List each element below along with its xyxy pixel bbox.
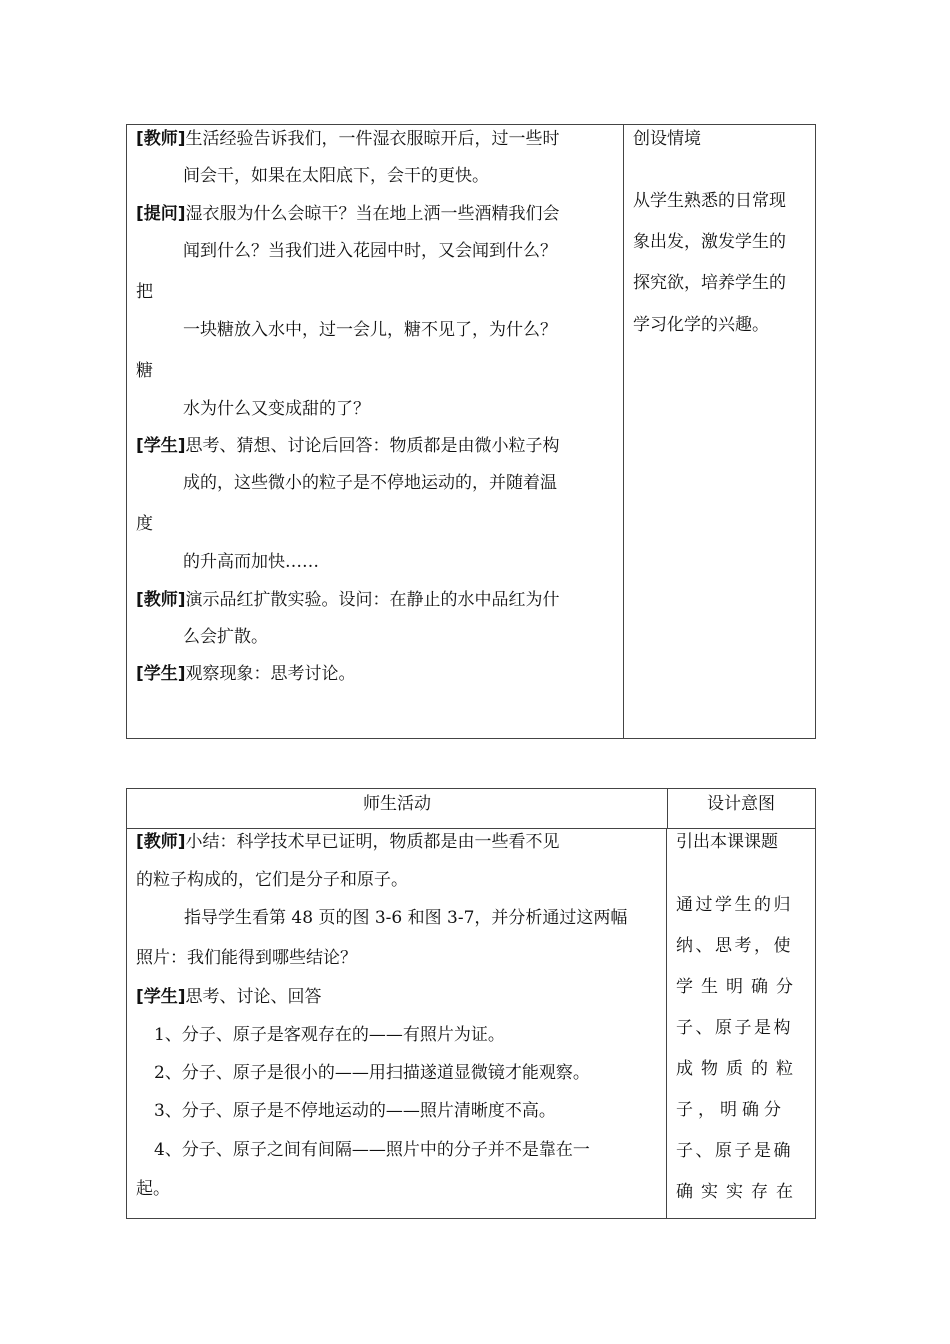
line-text: 小结：科学技术早已证明，物质都是由一些看不见	[185, 832, 560, 852]
activity-line	[136, 1177, 170, 1201]
activity-line	[136, 280, 153, 304]
activity-line	[136, 946, 357, 970]
teacher-student-activity-cell	[127, 125, 624, 738]
line-text: 4、分子、原子之间有间隔——照片中的分子并不是靠在一	[154, 1140, 590, 1160]
line-text: 湿衣服为什么会晾干？当在地上洒一些酒精我们会	[185, 204, 560, 224]
role-tag: [学生]	[136, 436, 186, 456]
line-text: 一块糖放入水中，过一会儿，糖不见了，为什么？	[183, 320, 557, 340]
activity-line	[184, 906, 627, 930]
role-tag: [学生]	[136, 664, 186, 684]
header-activity: 师生活动	[127, 789, 668, 828]
intent-line: 学生明确分	[676, 977, 801, 997]
role-tag: [教师]	[136, 832, 186, 852]
intent-line: 子，明确分	[676, 1100, 786, 1120]
line-text: 成的，这些微小的粒子是不停地运动的，并随着温	[183, 473, 557, 493]
intent-line: 通过学生的归	[676, 895, 793, 915]
activity-line	[183, 471, 557, 495]
activity-line	[136, 512, 153, 536]
role-tag: [教师]	[136, 129, 186, 149]
table-header-row	[127, 789, 815, 829]
line-text: 演示品红扩散实验。设问：在静止的水中品红为什	[185, 590, 560, 610]
activity-line	[183, 397, 370, 421]
design-intent-cell	[624, 125, 815, 738]
activity-line	[183, 550, 319, 574]
line-text: 观察现象：思考讨论。	[185, 664, 356, 684]
activity-line	[136, 662, 356, 686]
teacher-student-activity-cell	[127, 828, 667, 1218]
intent-line: 探究欲，培养学生的	[633, 273, 786, 293]
activity-line	[136, 434, 560, 458]
intent-line: 从学生熟悉的日常现	[633, 191, 786, 211]
lesson-table-2	[126, 788, 816, 1219]
line-text: 间会干，如果在太阳底下，会干的更快。	[183, 166, 489, 186]
line-text: 水为什么又变成甜的了？	[183, 399, 370, 419]
header-intent: 设计意图	[707, 794, 775, 814]
activity-line	[183, 625, 268, 649]
line-text: 闻到什么？当我们进入花园中时，又会闻到什么？	[183, 241, 557, 261]
intent-line: 象出发，激发学生的	[633, 232, 786, 252]
line-text: 糖	[136, 361, 153, 381]
line-text: 度	[136, 514, 153, 534]
line-text: 么会扩散。	[183, 627, 268, 647]
line-text: 把	[136, 282, 153, 302]
intent-line: 引出本课课题	[676, 832, 778, 852]
activity-line	[136, 868, 408, 892]
intent-line: 子、原子是构	[676, 1018, 793, 1038]
activity-line	[154, 1138, 590, 1162]
line-text: 的粒子构成的，它们是分子和原子。	[136, 870, 408, 890]
activity-line	[183, 239, 557, 263]
role-tag: [学生]	[136, 987, 186, 1007]
activity-line	[136, 588, 560, 612]
activity-line	[136, 359, 153, 383]
activity-line	[183, 164, 489, 188]
line-text: 2、分子、原子是很小的——用扫描遂道显微镜才能观察。	[154, 1063, 590, 1083]
role-tag: [提问]	[136, 204, 186, 224]
line-text: 思考、猜想、讨论后回答：物质都是由微小粒子构	[185, 436, 560, 456]
line-text: 生活经验告诉我们，一件湿衣服晾开后，过一些时	[185, 129, 560, 149]
role-tag: [教师]	[136, 590, 186, 610]
line-text: 的升高而加快……	[183, 552, 319, 572]
activity-line	[136, 830, 560, 854]
intent-line: 纳、思考，使	[676, 936, 793, 956]
design-intent-cell	[667, 828, 815, 1218]
activity-line	[183, 318, 557, 342]
intent-line: 成物质的粒	[676, 1059, 801, 1079]
activity-line	[136, 985, 322, 1009]
activity-line	[136, 202, 560, 226]
activity-line	[154, 1023, 505, 1047]
activity-line	[136, 127, 560, 151]
lesson-table-1	[126, 124, 816, 739]
line-text: 1、分子、原子是客观存在的——有照片为证。	[154, 1025, 505, 1045]
line-text: 3、分子、原子是不停地运动的——照片清晰度不高。	[154, 1101, 556, 1121]
intent-line: 子、原子是确	[676, 1141, 793, 1161]
intent-line: 确实实存在	[676, 1182, 801, 1202]
activity-line	[154, 1099, 556, 1123]
intent-line: 学习化学的兴趣。	[633, 315, 769, 335]
table-body-row	[127, 828, 815, 1218]
line-text: 思考、讨论、回答	[185, 987, 322, 1007]
line-text: 照片：我们能得到哪些结论？	[136, 948, 357, 968]
line-text: 指导学生看第 48 页的图 3-6 和图 3-7，并分析通过这两幅	[184, 908, 628, 928]
activity-line	[154, 1061, 590, 1085]
intent-line: 创设情境	[633, 129, 701, 149]
line-text: 起。	[136, 1179, 170, 1199]
